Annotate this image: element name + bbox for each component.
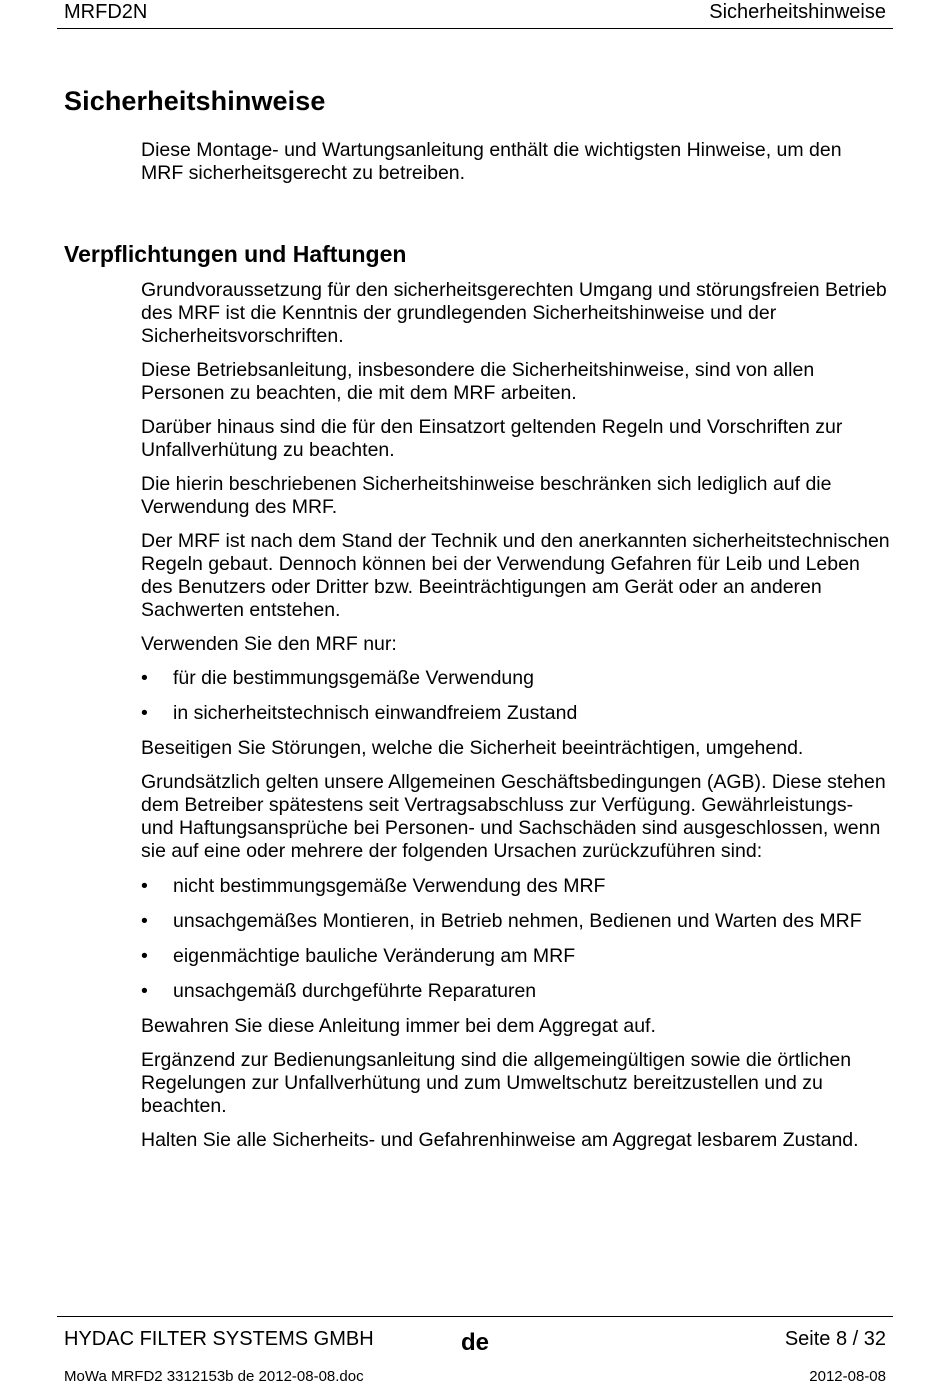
paragraph: Darüber hinaus sind die für den Einsatzort geltenden Regeln und Vorschriften zur Unfallverhütung zu beachten. — [141, 416, 843, 461]
paragraph: Beseitigen Sie Störungen, welche die Sicherheit beeinträchtigen, umgehend. — [141, 737, 804, 759]
bullet-icon: • — [141, 910, 148, 932]
list-item — [141, 702, 891, 725]
footer-company: HYDAC FILTER SYSTEMS GMBH — [64, 1328, 374, 1350]
paragraph: Grundvoraussetzung für den sicherheitsgerechten Umgang und störungsfreien Betrieb des MRF ist die Kenntnis der grundlegenden Sicherheitshinweise und der Sicherheitsvorschriften. — [141, 279, 887, 347]
usage-list — [141, 667, 891, 725]
section-body — [141, 279, 891, 1163]
paragraph: Die hierin beschriebenen Sicherheitshinweise beschränken sich lediglich auf die Verwendung des MRF. — [141, 473, 832, 518]
paragraph: Bewahren Sie diese Anleitung immer bei dem Aggregat auf. — [141, 1015, 656, 1037]
paragraph: Verwenden Sie den MRF nur: — [141, 633, 397, 655]
liability-exclusions-list — [141, 875, 891, 1003]
list-item-text: nicht bestimmungsgemäße Verwendung des MRF — [173, 875, 606, 897]
header-chapter: Sicherheitshinweise — [709, 1, 886, 23]
list-item-text: in sicherheitstechnisch einwandfreiem Zustand — [173, 702, 578, 724]
bullet-icon: • — [141, 667, 148, 689]
footer-document-date: 2012-08-08 — [809, 1368, 886, 1385]
list-item-text: für die bestimmungsgemäße Verwendung — [173, 667, 534, 689]
list-item — [141, 667, 891, 690]
bullet-icon: • — [141, 945, 148, 967]
bullet-icon: • — [141, 980, 148, 1002]
header-product: MRFD2N — [64, 1, 148, 23]
paragraph: Ergänzend zur Bedienungsanleitung sind die allgemeingültigen sowie die örtlichen Regelungen zur Unfallverhütung und zum Umweltschutz bereitzustellen und zu beachten. — [141, 1049, 852, 1117]
paragraph: Grundsätzlich gelten unsere Allgemeinen Geschäftsbedingungen (AGB). Diese stehen dem Betreiber spätestens seit Vertragsabschluss zur Verfügung. Gewährleistungs- und Haftungsansprüche bei Personen- und Sachschäden sind ausgeschlossen, wenn sie auf eine oder mehrere der folgenden Ursachen zurückzuführen sind: — [141, 771, 886, 862]
paragraph: Halten Sie alle Sicherheits- und Gefahrenhinweise am Aggregat lesbarem Zustand. — [141, 1129, 859, 1151]
list-item — [141, 875, 891, 898]
paragraph: Diese Betriebsanleitung, insbesondere die Sicherheitshinweise, sind von allen Personen zu beachten, die mit dem MRF arbeiten. — [141, 359, 815, 404]
intro-paragraph: Diese Montage- und Wartungsanleitung enthält die wichtigsten Hinweise, um den MRF sicherheitsgerecht zu betreiben. — [141, 139, 842, 184]
footer-document-name: MoWa MRFD2 3312153b de 2012-08-08.doc — [64, 1368, 364, 1385]
list-item — [141, 980, 891, 1003]
list-item-text: eigenmächtige bauliche Veränderung am MRF — [173, 945, 576, 967]
page-footer — [57, 1316, 893, 1399]
bullet-icon: • — [141, 702, 148, 724]
bullet-icon: • — [141, 875, 148, 897]
page-title: Sicherheitshinweise — [64, 86, 326, 116]
list-item — [141, 945, 891, 968]
page-header — [57, 0, 893, 29]
list-item-text: unsachgemäß durchgeführte Reparaturen — [173, 980, 537, 1002]
section-title: Verpflichtungen und Haftungen — [64, 241, 407, 267]
footer-language: de — [460, 1329, 489, 1356]
paragraph: Der MRF ist nach dem Stand der Technik und den anerkannten sicherheitstechnischen Regeln gebaut. Dennoch können bei der Verwendung Gefahren für Leib und Leben des Benutzers oder Dritter bzw. Beeinträchtigungen am Gerät oder an anderen Sachwerten entstehen. — [141, 530, 890, 621]
list-item — [141, 910, 891, 933]
list-item-text: unsachgemäßes Montieren, in Betrieb nehmen, Bedienen und Warten des MRF — [173, 910, 862, 932]
footer-page-number: Seite 8 / 32 — [784, 1328, 886, 1350]
